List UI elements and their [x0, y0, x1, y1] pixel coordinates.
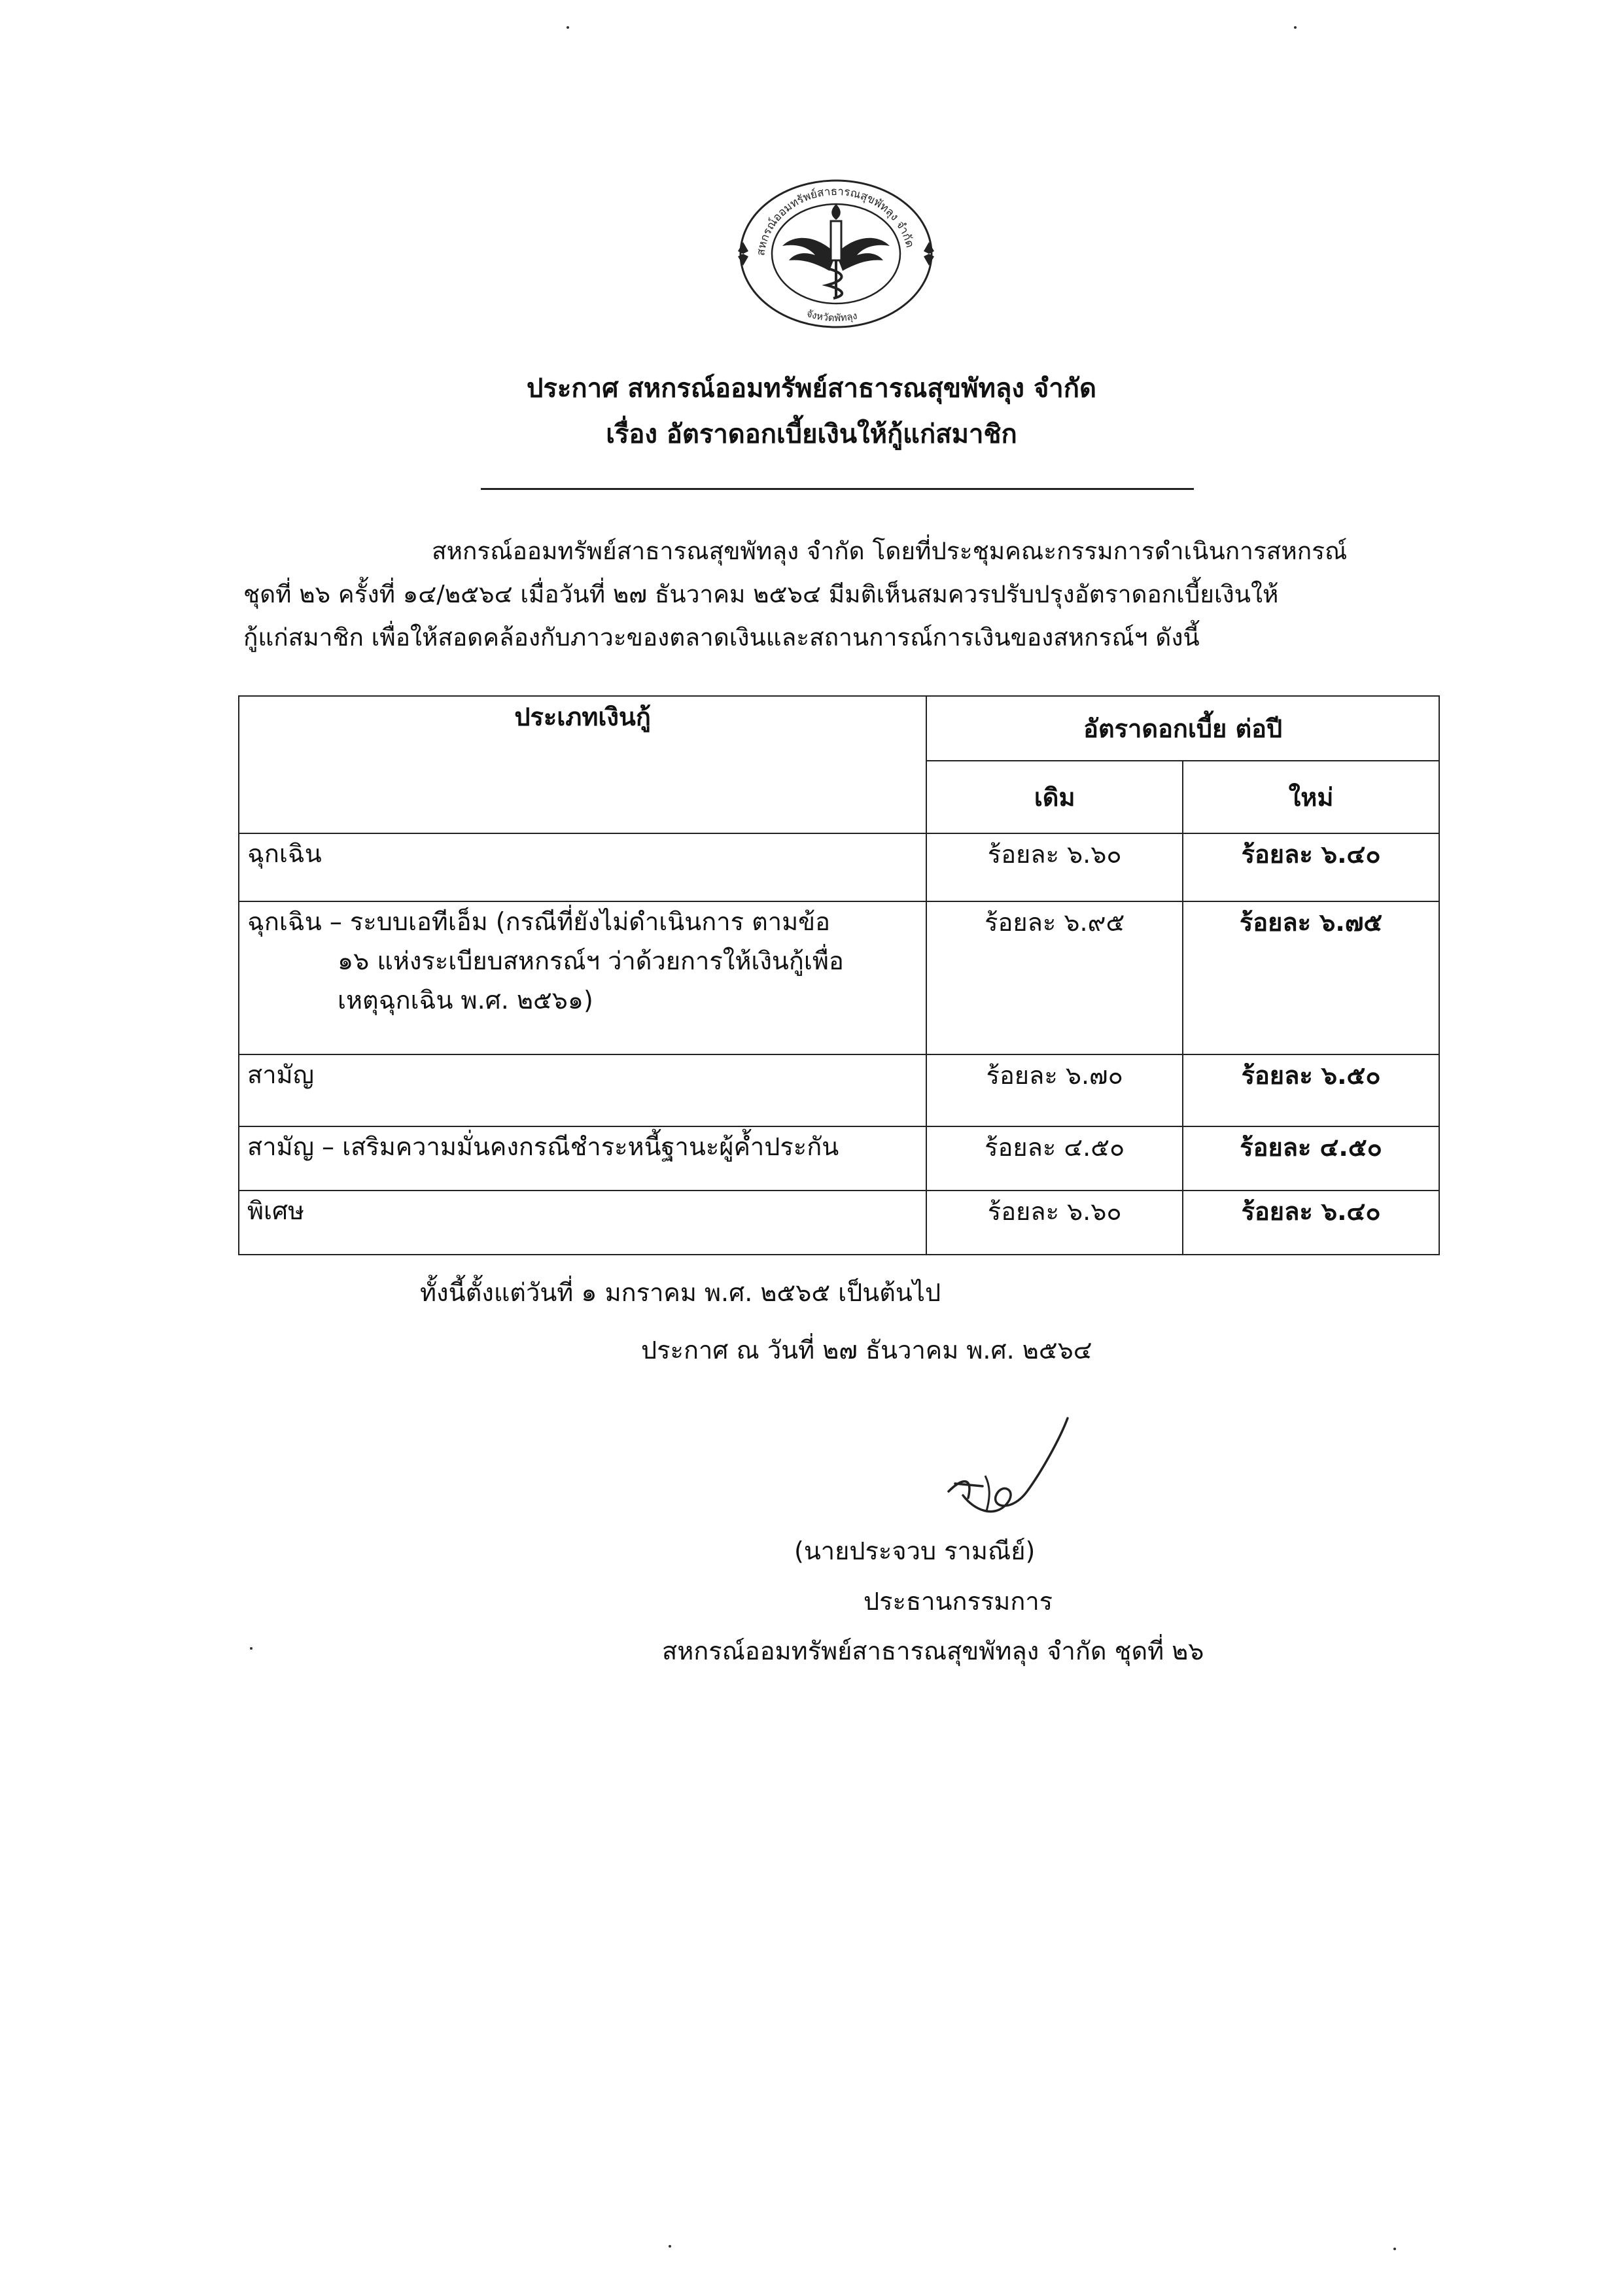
scan-speck	[567, 26, 569, 29]
new-rate: ร้อยละ ๖.๗๕	[1183, 901, 1439, 1054]
table-row	[239, 1126, 1439, 1191]
body-paragraph	[243, 530, 1444, 659]
new-rate: ร้อยละ ๖.๔๐	[1183, 1191, 1439, 1255]
loan-type: ฉุกเฉิน	[239, 833, 926, 901]
table-row	[239, 901, 1439, 1054]
new-rate: ร้อยละ ๖.๕๐	[1183, 1054, 1439, 1126]
scan-speck	[1294, 26, 1297, 29]
scan-speck	[669, 2245, 671, 2248]
seal-text-bottom: จังหวัดพัทลุง	[805, 307, 859, 324]
new-rate: ร้อยละ ๔.๕๐	[1183, 1126, 1439, 1191]
header-old-rate: เดิม	[926, 761, 1183, 833]
loan-type	[239, 901, 926, 1054]
signatory-name: (นายประจวบ รามณีย์)	[794, 1537, 1036, 1565]
interest-rate-table	[238, 695, 1440, 1255]
old-rate: ร้อยละ ๖.๖๐	[926, 1191, 1183, 1255]
svg-text:จังหวัดพัทลุง	[805, 307, 858, 324]
old-rate: ร้อยละ ๖.๙๕	[926, 901, 1183, 1054]
signatory-organization: สหกรณ์ออมทรัพย์สาธารณสุขพัทลุง จำกัด ชุดที่ ๒๖	[662, 1637, 1204, 1665]
loan-type: พิเศษ	[239, 1191, 926, 1255]
new-rate: ร้อยละ ๖.๔๐	[1183, 833, 1439, 901]
old-rate: ร้อยละ ๖.๗๐	[926, 1054, 1183, 1126]
old-rate: ร้อยละ ๔.๕๐	[926, 1126, 1183, 1191]
loan-type-line-2: ๑๖ แห่งระเบียบสหกรณ์ฯ ว่าด้วยการให้เงินกู้เพื่อ	[338, 947, 844, 975]
loan-type-line-3: เหตุฉุกเฉิน พ.ศ. ๒๕๖๑)	[338, 986, 593, 1015]
header-new-rate: ใหม่	[1183, 761, 1439, 833]
table-row	[239, 833, 1439, 901]
announcement-date: ประกาศ ณ วันที่ ๒๗ ธันวาคม พ.ศ. ๒๕๖๔	[641, 1336, 1092, 1365]
announcement-title: ประกาศ สหกรณ์ออมทรัพย์สาธารณสุขพัทลุง จำกัด	[527, 374, 1096, 404]
loan-type: สามัญ	[239, 1054, 926, 1126]
table-row	[239, 1054, 1439, 1126]
header-loan-type: ประเภทเงินกู้	[239, 696, 926, 833]
signatory-position: ประธานกรรมการ	[864, 1587, 1053, 1616]
scan-speck	[250, 1647, 253, 1650]
title-divider	[481, 488, 1194, 490]
effective-date: ทั้งนี้ตั้งแต่วันที่ ๑ มกราคม พ.ศ. ๒๕๖๕ เป็นต้นไป	[420, 1278, 941, 1307]
loan-type-line-1: ฉุกเฉิน – ระบบเอทีเอ็ม (กรณีที่ยังไม่ดำเนินการ ตามข้อ	[247, 907, 830, 936]
body-line-2: ชุดที่ ๒๖ ครั้งที่ ๑๔/๒๕๖๔ เมื่อวันที่ ๒๗ ธันวาคม ๒๕๖๔ มีมติเห็นสมควรปรับปรุงอัตราดอกเบี้ยเงินให้	[243, 580, 1279, 608]
announcement-subject: เรื่อง อัตราดอกเบี้ยเงินให้กู้แก่สมาชิก	[606, 419, 1017, 449]
signature	[922, 1413, 1079, 1537]
cooperative-seal	[731, 175, 941, 332]
scan-speck	[1393, 2248, 1396, 2250]
body-line-1: สหกรณ์ออมทรัพย์สาธารณสุขพัทลุง จำกัด โดยที่ประชุมคณะกรรมการดำเนินการสหกรณ์	[432, 537, 1348, 565]
loan-type: สามัญ – เสริมความมั่นคงกรณีชำระหนี้ฐานะผู้ค้ำประกัน	[239, 1126, 926, 1191]
seal-text-top: สหกรณ์ออมทรัพย์สาธารณสุขพัทลุง จำกัด	[754, 184, 916, 257]
header-interest-rate: อัตราดอกเบี้ย ต่อปี	[926, 696, 1439, 761]
old-rate: ร้อยละ ๖.๖๐	[926, 833, 1183, 901]
table-row	[239, 1191, 1439, 1255]
body-line-3: กู้แก่สมาชิก เพื่อให้สอดคล้องกับภาวะของตลาดเงินและสถานการณ์การเงินของสหกรณ์ฯ ดังนี้	[243, 623, 1200, 652]
